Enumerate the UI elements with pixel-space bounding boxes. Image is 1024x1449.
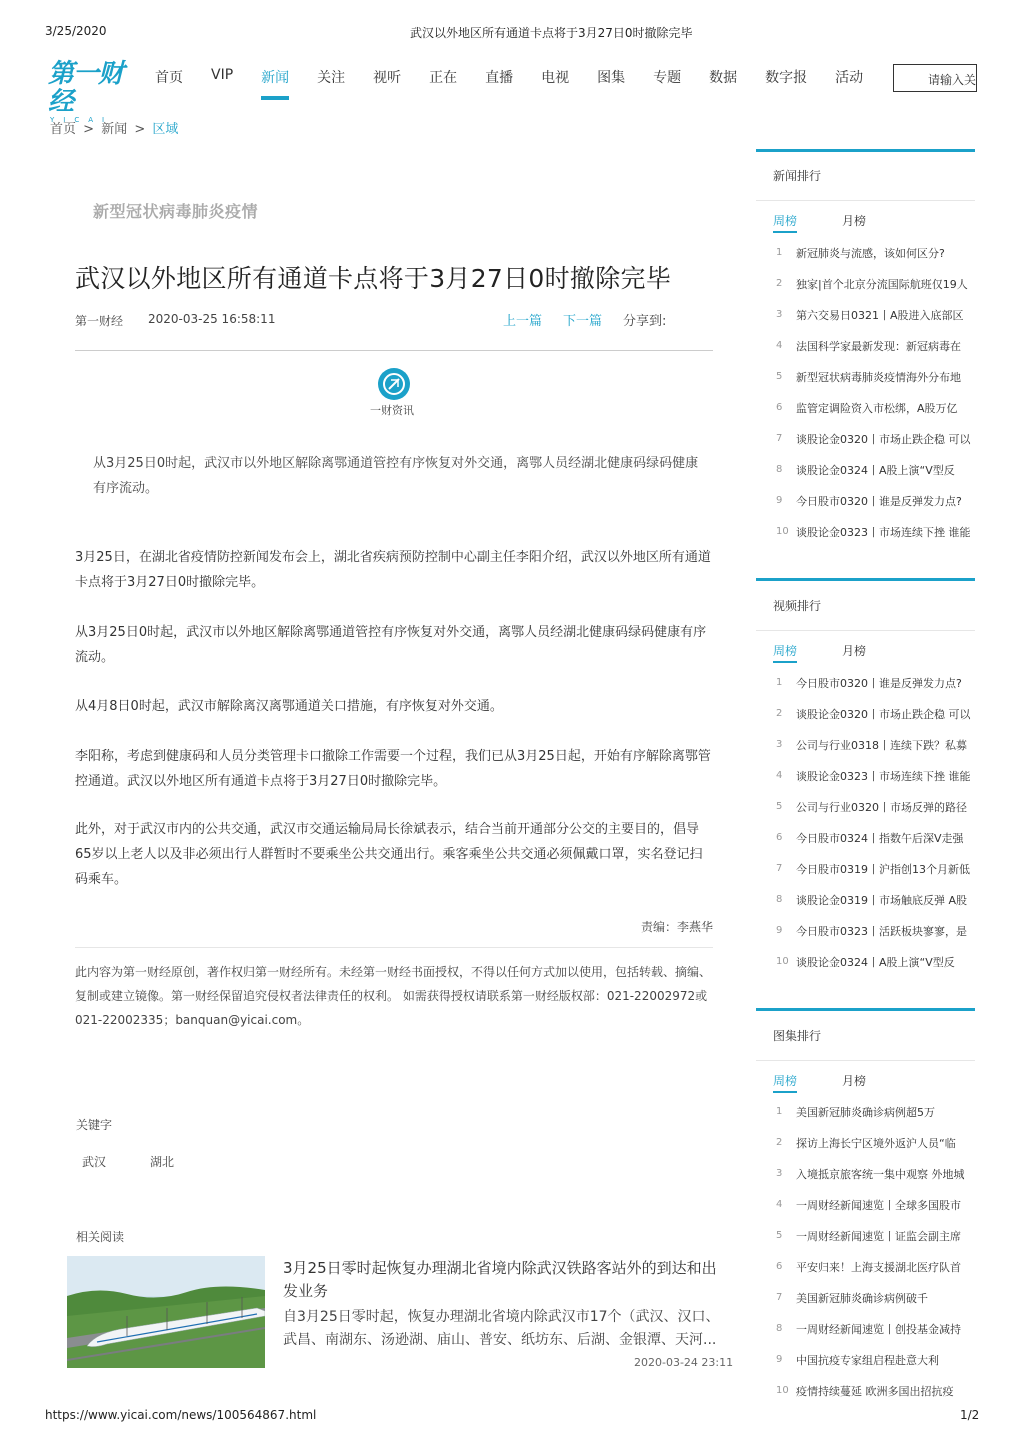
divider: [756, 200, 975, 201]
list-item[interactable]: 9 中国抗疫专家组启程赴意大利: [776, 1353, 939, 1367]
keyword-tag[interactable]: 武汉: [82, 1155, 107, 1169]
tab-news-month[interactable]: 月榜: [842, 214, 867, 228]
related-thumbnail[interactable]: [67, 1256, 265, 1368]
related-title: 相关阅读: [76, 1230, 125, 1244]
prev-article-link[interactable]: 上一篇: [503, 314, 543, 329]
article-paragraph: 此外，对于武汉市内的公共交通，武汉市交通运输局局长徐斌表示，结合当前开通部分公交的主要目的，倡导65岁以上老人以及非必须出行人群暂时不要乘坐公共交通出行。乘客乘坐公共交通必须佩戴口罩，实名登记扫码乘车。: [75, 822, 703, 887]
breadcrumb: [50, 118, 178, 137]
list-item[interactable]: 3 公司与行业0318丨连续下跌？私募: [776, 738, 967, 752]
list-item-title: 公司与行业0320丨市场反弹的路径: [796, 800, 967, 814]
list-item-title: 谈股论金0319丨市场触底反弹 A股: [796, 893, 968, 907]
list-item[interactable]: 4 谈股论金0323丨市场连续下挫 谁能: [776, 769, 971, 783]
article-paragraph: 从4月8日0时起，武汉市解除离汉离鄂通道关口措施，有序恢复对外交通。: [75, 699, 503, 714]
list-item[interactable]: 3 第六交易日0321丨A股进入底部区: [776, 308, 964, 322]
tab-video-week[interactable]: 周榜: [773, 642, 797, 663]
list-item[interactable]: 8 谈股论金0319丨市场触底反弹 A股: [776, 893, 968, 907]
list-item-title: 监管定调险资入市松绑，A股万亿: [796, 401, 958, 415]
nav-item-events[interactable]: 活动: [835, 70, 864, 86]
section-bar: [756, 149, 975, 152]
list-item-title: 一周财经新闻速览丨全球多国股市: [796, 1198, 961, 1212]
list-item-title: 谈股论金0323丨市场连续下挫 谁能: [796, 525, 971, 539]
list-item[interactable]: 2 独家|首个北京分流国际航班仅19人: [776, 277, 968, 291]
list-item-title: 第六交易日0321丨A股进入底部区: [796, 308, 964, 322]
list-item[interactable]: 5 新型冠状病毒肺炎疫情海外分布地: [776, 370, 961, 384]
list-item[interactable]: 7 今日股市0319丨沪指创13个月新低: [776, 862, 970, 876]
yicai-logo[interactable]: [48, 59, 140, 124]
section-bar: [756, 578, 975, 581]
list-item-title: 谈股论金0320丨市场止跌企稳 可以: [796, 707, 971, 721]
next-article-link[interactable]: 下一篇: [563, 314, 603, 329]
breadcrumb-separator: >: [134, 122, 146, 137]
list-item-title: 谈股论金0320丨市场止跌企稳 可以: [796, 432, 971, 446]
related-article-title[interactable]: 3月25日零时起恢复办理湖北省境内除武汉铁路客站外的到达和出发业务: [283, 1259, 717, 1300]
article-title: 武汉以外地区所有通道卡点将于3月27日0时撤除完毕: [75, 264, 672, 293]
tab-gallery-month[interactable]: 月榜: [842, 1074, 867, 1088]
nav-item-focus[interactable]: 关注: [317, 70, 346, 86]
nav-item-digital-paper[interactable]: 数字报: [765, 70, 808, 86]
topic-tag[interactable]: 新型冠状病毒肺炎疫情: [93, 202, 259, 221]
news-rank-list: [756, 237, 975, 547]
list-item[interactable]: 3 入境抵京旅客统一集中观察 外地城: [776, 1167, 965, 1181]
print-page-number: 1/2: [960, 1408, 980, 1422]
list-item-title: 今日股市0323丨活跃板块寥寥，是: [796, 924, 967, 938]
editor-credit: 责编：李燕华: [641, 920, 714, 934]
nav-item-live[interactable]: 直播: [485, 70, 514, 86]
related-article-time: 2020-03-24 23:11: [634, 1356, 734, 1369]
list-item[interactable]: 2 探访上海长宁区境外返沪人员“临: [776, 1136, 956, 1150]
logo-sub: YICAI: [50, 116, 114, 124]
list-item-title: 独家|首个北京分流国际航班仅19人: [796, 277, 968, 291]
related-article-desc: 自3月25日零时起，恢复办理湖北省境内除武汉市17个（武汉、汉口、武昌、南湖东、汤逊湖、庙山、普安、纸坊东、后湖、金银潭、天河...: [283, 1309, 720, 1348]
list-item[interactable]: 6 今日股市0324丨指数午后深V走强: [776, 831, 964, 845]
list-item[interactable]: 8 一周财经新闻速览丨创投基金减持: [776, 1322, 961, 1336]
keywords-title: 关键字: [76, 1118, 113, 1132]
article-time: 2020-03-25 16:58:11: [148, 312, 276, 326]
nav-item-video[interactable]: 视听: [373, 70, 402, 86]
print-date: 3/25/2020: [45, 24, 107, 38]
print-page-title: 武汉以外地区所有通道卡点将于3月27日0时撤除完毕: [410, 26, 693, 40]
copyright-notice: 此内容为第一财经原创，著作权归第一财经所有。未经第一财经书面授权，不得以任何方式加以使用，包括转载、摘编、复制或建立镜像。第一财经保留追究侵权者法律责任的权利。 如需获得授权请联系第一财经版权部：021-22002972或021-22002335；banquan@yicai.com。: [75, 965, 712, 1027]
divider: [756, 1060, 975, 1061]
list-item[interactable]: 9 今日股市0320丨谁是反弹发力点?: [776, 494, 962, 508]
nav-item-special[interactable]: 专题: [653, 70, 682, 86]
list-item-title: 今日股市0320丨谁是反弹发力点?: [796, 494, 962, 508]
list-item-title: 美国新冠肺炎确诊病例破千: [796, 1291, 928, 1305]
section-bar: [756, 1008, 975, 1011]
list-item[interactable]: 2 谈股论金0320丨市场止跌企稳 可以: [776, 707, 971, 721]
list-item-title: 平安归来！上海支援湖北医疗队首: [796, 1260, 961, 1274]
nav-item-gallery[interactable]: 图集: [597, 70, 626, 86]
video-rank-list: [756, 667, 975, 977]
list-item[interactable]: 6 监管定调险资入市松绑，A股万亿: [776, 401, 958, 415]
nav-item-news[interactable]: 新闻: [261, 67, 289, 87]
article-paragraph: 3月25日，在湖北省疫情防控新闻发布会上，湖北省疾病预防控制中心副主任李阳介绍，武汉以外地区所有通道卡点将于3月27日0时撤除完毕。: [75, 550, 711, 590]
nav-item-vip[interactable]: VIP: [211, 67, 234, 83]
list-item[interactable]: 5 一周财经新闻速览丨证监会副主席: [776, 1229, 961, 1243]
nav-item-tv[interactable]: 电视: [541, 70, 570, 86]
divider: [756, 630, 975, 631]
main-nav: [155, 67, 891, 87]
list-item[interactable]: 10 疫情持续蔓延 欧洲多国出招抗疫: [776, 1384, 954, 1398]
divider: [75, 947, 713, 948]
list-item[interactable]: 5 公司与行业0320丨市场反弹的路径: [776, 800, 967, 814]
article-source: 第一财经: [75, 314, 124, 328]
print-url: https://www.yicai.com/news/100564867.html: [45, 1408, 317, 1422]
divider: [75, 350, 713, 351]
breadcrumb-news[interactable]: 新闻: [101, 122, 128, 137]
list-item-title: 今日股市0319丨沪指创13个月新低: [796, 862, 970, 876]
article-summary: 从3月25日0时起，武汉市以外地区解除离鄂通道管控有序恢复对外交通，离鄂人员经湖北健康码绿码健康有序流动。: [93, 456, 699, 496]
article-paragraph: 从3月25日0时起，武汉市以外地区解除离鄂通道管控有序恢复对外交通，离鄂人员经湖北健康码绿码健康有序流动。: [75, 625, 707, 665]
list-item[interactable]: 1 新冠肺炎与流感，该如何区分?: [776, 246, 945, 260]
search-input[interactable]: 请输入关: [893, 64, 977, 92]
list-item-title: 一周财经新闻速览丨证监会副主席: [796, 1229, 961, 1243]
breadcrumb-current[interactable]: 区域: [152, 122, 179, 137]
list-item[interactable]: 4 一周财经新闻速览丨全球多国股市: [776, 1198, 961, 1212]
list-item-title: 谈股论金0324丨A股上演“V型反: [796, 463, 955, 477]
gallery-rank-list: [756, 1096, 975, 1406]
video-rank-title: 视频排行: [773, 599, 822, 613]
nav-item-now[interactable]: 正在: [429, 70, 458, 86]
audio-label: 一财资讯: [370, 404, 414, 417]
list-item-title: 公司与行业0318丨连续下跌？私募: [796, 738, 967, 752]
list-item[interactable]: 4 法国科学家最新发现：新冠病毒在: [776, 339, 961, 353]
list-item[interactable]: 10 谈股论金0324丨A股上演“V型反: [776, 955, 955, 969]
list-item-title: 谈股论金0323丨市场连续下挫 谁能: [796, 769, 971, 783]
news-rank-title: 新闻排行: [773, 169, 822, 183]
list-item-title: 新型冠状病毒肺炎疫情海外分布地: [796, 370, 961, 384]
gallery-rank-title: 图集排行: [773, 1029, 822, 1043]
share-label: 分享到:: [623, 314, 667, 329]
article-paragraph: 李阳称，考虑到健康码和人员分类管理卡口撤除工作需要一个过程，我们已从3月25日起，开始有序解除离鄂管控通道。武汉以外地区所有通道卡点将于3月27日0时撤除完毕。: [75, 749, 711, 789]
breadcrumb-separator: >: [83, 122, 95, 137]
list-item-title: 疫情持续蔓延 欧洲多国出招抗疫: [796, 1384, 954, 1398]
list-item-title: 入境抵京旅客统一集中观察 外地城: [796, 1167, 965, 1181]
list-item-title: 美国新冠肺炎确诊病例超5万: [796, 1105, 935, 1119]
list-item[interactable]: 7 谈股论金0320丨市场止跌企稳 可以: [776, 432, 971, 446]
list-item-title: 今日股市0324丨指数午后深V走强: [796, 831, 964, 845]
nav-item-home[interactable]: 首页: [155, 70, 183, 86]
list-item[interactable]: 6 平安归来！上海支援湖北医疗队首: [776, 1260, 961, 1274]
audio-play-icon[interactable]: [378, 368, 410, 400]
list-item-title: 今日股市0320丨谁是反弹发力点?: [796, 676, 962, 690]
nav-item-data[interactable]: 数据: [709, 70, 738, 86]
list-item[interactable]: 10 谈股论金0323丨市场连续下挫 谁能: [776, 525, 971, 539]
breadcrumb-home[interactable]: 首页: [50, 122, 77, 137]
list-item[interactable]: 7 美国新冠肺炎确诊病例破千: [776, 1291, 928, 1305]
logo-text: 第一财经: [48, 59, 124, 117]
list-item-title: 谈股论金0324丨A股上演“V型反: [796, 955, 955, 969]
list-item[interactable]: 9 今日股市0323丨活跃板块寥寥，是: [776, 924, 967, 938]
list-item-title: 中国抗疫专家组启程赴意大利: [796, 1353, 939, 1367]
keyword-tag[interactable]: 湖北: [150, 1155, 175, 1169]
tab-video-month[interactable]: 月榜: [842, 644, 867, 658]
list-item-title: 法国科学家最新发现：新冠病毒在: [796, 339, 961, 353]
tab-news-week[interactable]: 周榜: [773, 212, 797, 233]
list-item-title: 新冠肺炎与流感，该如何区分?: [796, 246, 945, 260]
tab-gallery-week[interactable]: 周榜: [773, 1072, 797, 1093]
list-item[interactable]: 1 今日股市0320丨谁是反弹发力点?: [776, 676, 962, 690]
list-item[interactable]: 1 美国新冠肺炎确诊病例超5万: [776, 1105, 935, 1119]
list-item-title: 探访上海长宁区境外返沪人员“临: [796, 1136, 956, 1150]
list-item-title: 一周财经新闻速览丨创投基金减持: [796, 1322, 961, 1336]
list-item[interactable]: 8 谈股论金0324丨A股上演“V型反: [776, 463, 955, 477]
